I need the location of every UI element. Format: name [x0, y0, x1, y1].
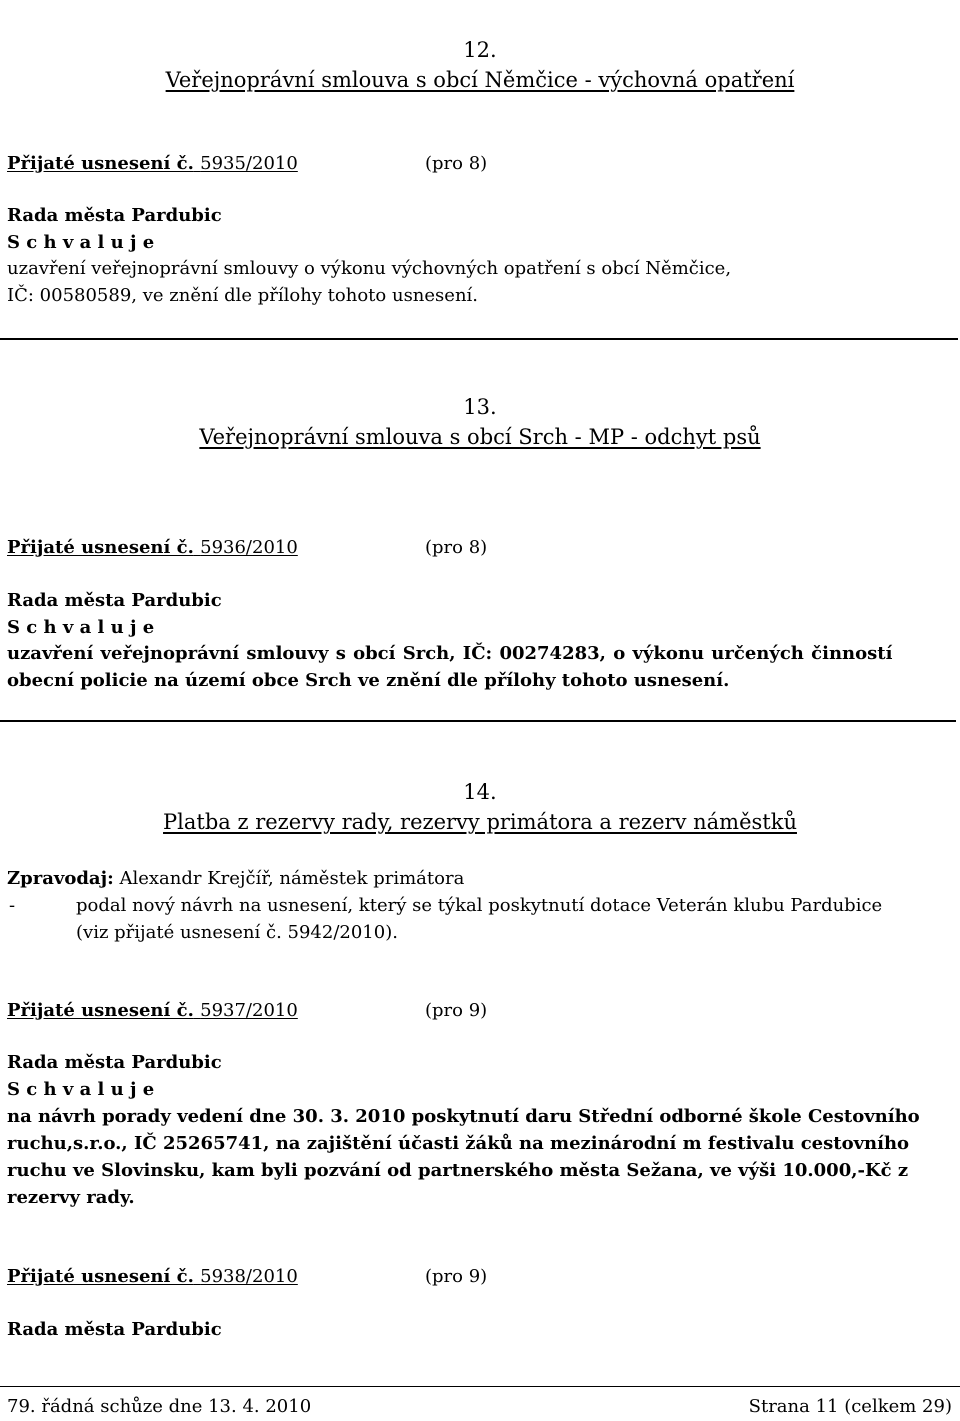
- item-14-resolution-1-council: Rada města Pardubic: [7, 1052, 222, 1073]
- item-13-resolution-label: Přijaté usnesení č. 5936/2010: [7, 537, 298, 558]
- item-12-text-line-2: IČ: 00580589, ve znění dle přílohy tohoto usnesení.: [7, 285, 479, 306]
- item-14-resolution-1-number: 5937/2010: [200, 1000, 298, 1021]
- footer-meeting: 79. řádná schůze dne 13. 4. 2010: [7, 1396, 312, 1417]
- item-14-resolution-1-text-line-4: rezervy rady.: [7, 1187, 135, 1208]
- item-14-resolution-2-number: 5938/2010: [200, 1266, 298, 1287]
- item-12-vote: (pro 8): [425, 153, 488, 174]
- item-12-resolution-number: 5935/2010: [200, 153, 298, 174]
- item-12-resolution-label: Přijaté usnesení č. 5935/2010: [7, 153, 298, 174]
- item-13-text-line-1: uzavření veřejnoprávní smlouvy s obcí Srch, IČ: 00274283, o výkonu určených činností: [7, 643, 893, 664]
- item-13-number: 13.: [463, 395, 497, 419]
- item-14-resolution-1-verb: S c h v a l u j e: [7, 1079, 155, 1100]
- item-14-resolution-1-label: Přijaté usnesení č. 5937/2010: [7, 1000, 298, 1021]
- item-13-resolution-number: 5936/2010: [200, 537, 298, 558]
- item-12-council: Rada města Pardubic: [7, 205, 222, 226]
- item-14-resolution-2-vote: (pro 9): [425, 1266, 488, 1287]
- item-13-title: Veřejnoprávní smlouva s obcí Srch - MP - odchyt psů: [199, 425, 761, 449]
- item-12-title: Veřejnoprávní smlouva s obcí Němčice - výchovná opatření: [165, 68, 795, 92]
- item-13-verb: S c h v a l u j e: [7, 617, 155, 638]
- item-14-resolution-1-vote: (pro 9): [425, 1000, 488, 1021]
- item-13-council: Rada města Pardubic: [7, 590, 222, 611]
- section-divider: [0, 338, 958, 340]
- item-14-note-line-2: (viz přijaté usnesení č. 5942/2010).: [76, 922, 398, 943]
- item-14-resolution-2-council: Rada města Pardubic: [7, 1319, 222, 1340]
- item-12-text-line-1: uzavření veřejnoprávní smlouvy o výkonu výchovných opatření s obcí Němčice,: [7, 258, 732, 279]
- item-14-resolution-1-text-line-1: na návrh porady vedení dne 30. 3. 2010 poskytnutí daru Střední odborné škole Cestovního: [7, 1106, 920, 1127]
- item-14-title: Platba z rezervy rady, rezervy primátora a rezerv náměstků: [163, 810, 797, 834]
- item-14-resolution-1-text-line-3: ruchu ve Slovinsku, kam byli pozvání od partnerského města Sežana, ve výši 10.000,-Kč z: [7, 1160, 909, 1181]
- item-14-resolution-1-text-line-2: ruchu,s.r.o., IČ 25265741, na zajištění účasti žáků na mezinárodní m festivalu cestovního: [7, 1133, 910, 1154]
- section-divider: [0, 720, 956, 722]
- note-dash: -: [9, 895, 16, 916]
- reporter-name: Alexandr Krejčíř, náměstek primátora: [119, 868, 465, 889]
- item-12-number: 12.: [463, 38, 497, 62]
- item-13-vote: (pro 8): [425, 537, 488, 558]
- item-12-verb: S c h v a l u j e: [7, 232, 155, 253]
- item-14-number: 14.: [463, 780, 497, 804]
- footer-page-number: Strana 11 (celkem 29): [748, 1396, 952, 1417]
- item-14-resolution-2-label: Přijaté usnesení č. 5938/2010: [7, 1266, 298, 1287]
- reporter-label: Zpravodaj:: [7, 868, 114, 889]
- item-14-note-line-1: podal nový návrh na usnesení, který se týkal poskytnutí dotace Veterán klubu Pardubice: [76, 895, 883, 916]
- item-14-reporter: [7, 868, 464, 889]
- footer-rule: [0, 1386, 960, 1387]
- item-13-text-line-2: obecní policie na území obce Srch ve znění dle přílohy tohoto usnesení.: [7, 670, 730, 691]
